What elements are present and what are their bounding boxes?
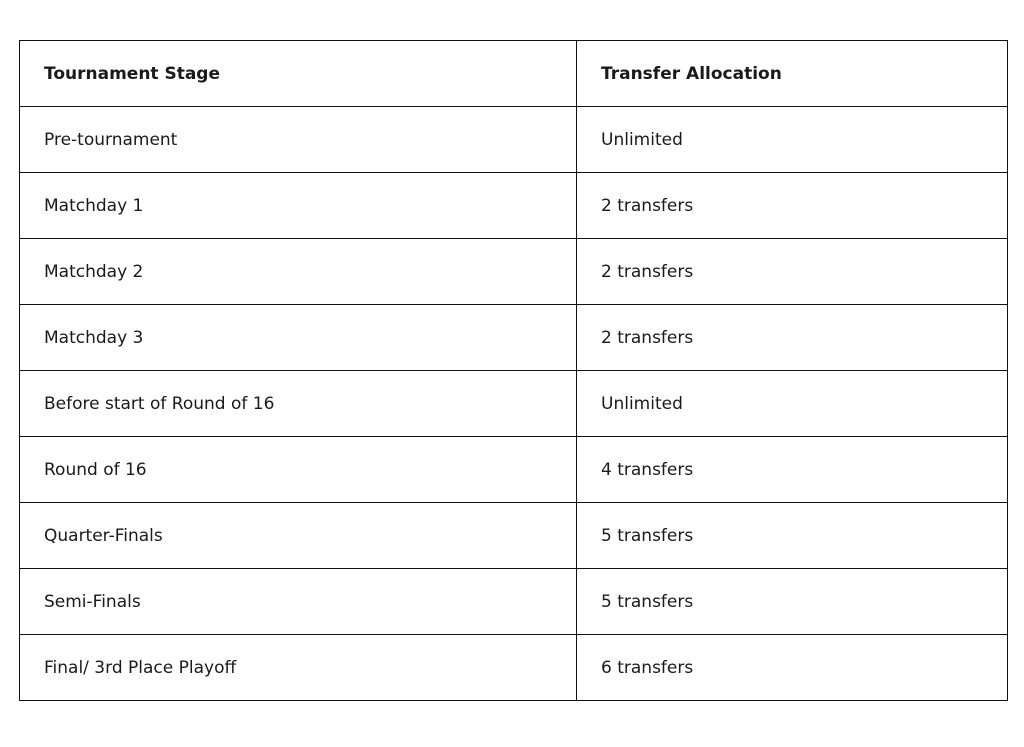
stage-cell: Round of 16 <box>20 437 577 503</box>
allocation-cell: 5 transfers <box>577 503 1008 569</box>
table-row <box>20 173 1008 239</box>
allocation-cell: Unlimited <box>577 371 1008 437</box>
transfer-allocation-table <box>19 40 1008 701</box>
table-row <box>20 107 1008 173</box>
allocation-cell: 4 transfers <box>577 437 1008 503</box>
stage-cell: Final/ 3rd Place Playoff <box>20 635 577 701</box>
table-row <box>20 569 1008 635</box>
allocation-cell: 2 transfers <box>577 173 1008 239</box>
allocation-cell: 5 transfers <box>577 569 1008 635</box>
allocation-cell: 2 transfers <box>577 239 1008 305</box>
allocation-cell: 2 transfers <box>577 305 1008 371</box>
table-row <box>20 371 1008 437</box>
header-transfer-allocation: Transfer Allocation <box>577 41 1008 107</box>
allocation-cell: 6 transfers <box>577 635 1008 701</box>
table-row <box>20 305 1008 371</box>
table-row <box>20 239 1008 305</box>
stage-cell: Semi-Finals <box>20 569 577 635</box>
table-row <box>20 437 1008 503</box>
stage-cell: Matchday 3 <box>20 305 577 371</box>
stage-cell: Pre-tournament <box>20 107 577 173</box>
table-row <box>20 635 1008 701</box>
header-tournament-stage: Tournament Stage <box>20 41 577 107</box>
stage-cell: Matchday 2 <box>20 239 577 305</box>
stage-cell: Matchday 1 <box>20 173 577 239</box>
stage-cell: Before start of Round of 16 <box>20 371 577 437</box>
allocation-cell: Unlimited <box>577 107 1008 173</box>
table-row <box>20 503 1008 569</box>
table-header-row <box>20 41 1008 107</box>
stage-cell: Quarter-Finals <box>20 503 577 569</box>
